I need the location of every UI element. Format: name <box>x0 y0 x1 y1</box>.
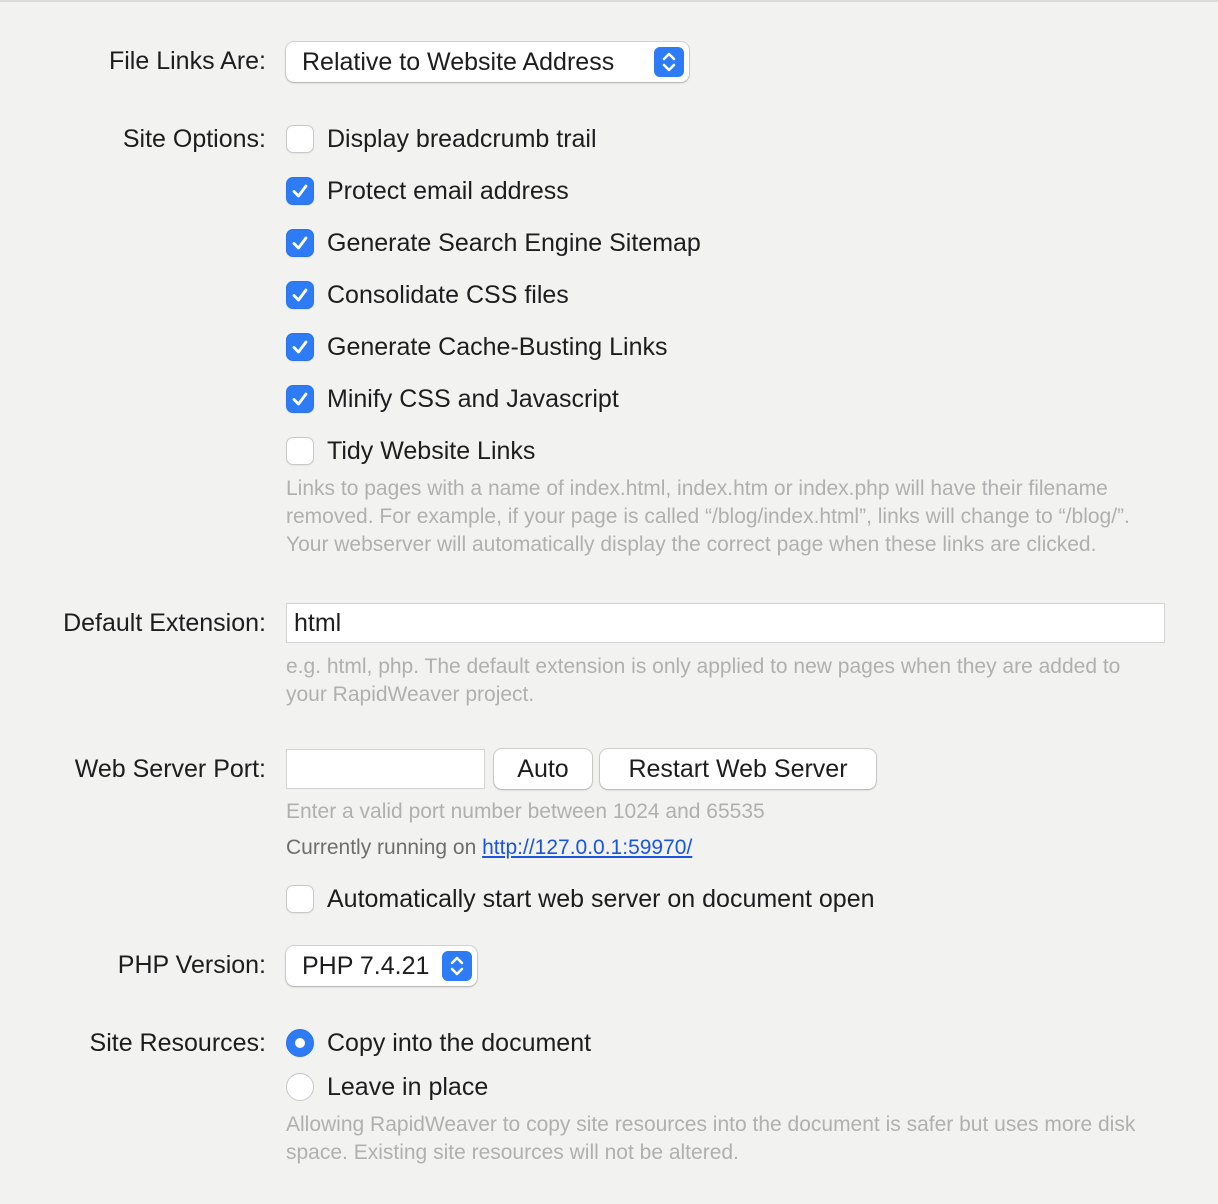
option-label: Minify CSS and Javascript <box>327 385 619 413</box>
php-version-label: PHP Version: <box>117 951 266 979</box>
option-label: Leave in place <box>327 1073 489 1101</box>
running-status <box>286 834 692 862</box>
checkbox-unchecked[interactable] <box>286 885 314 913</box>
checkbox-unchecked[interactable] <box>286 125 314 153</box>
checkbox-checked[interactable] <box>286 333 314 361</box>
web-server-port-label: Web Server Port: <box>74 755 266 783</box>
option-label: Tidy Website Links <box>327 437 536 465</box>
checkmark-icon <box>290 285 310 305</box>
file-links-value: Relative to Website Address <box>302 48 615 76</box>
checkbox-unchecked[interactable] <box>286 437 314 465</box>
checkbox-checked[interactable] <box>286 385 314 413</box>
popup-stepper-icon <box>654 47 684 77</box>
site-resources-help: Allowing RapidWeaver to copy site resources into the document is safer but uses more disk space. Existing site resources will not be altered. <box>286 1113 1136 1164</box>
web-server-port-input[interactable] <box>287 750 484 788</box>
auto-button[interactable]: Auto <box>494 749 592 789</box>
default-extension-label: Default Extension: <box>63 609 266 637</box>
checkbox-checked[interactable] <box>286 177 314 205</box>
checkmark-icon <box>290 181 310 201</box>
site-resources-label: Site Resources: <box>89 1029 266 1057</box>
tidy-links-help: Links to pages with a name of index.html, index.htm or index.php will have their filename removed. For example, if your page is called “/blog/index.html”, links will change to “/blog/”. Your webserver will automatically display the correct page when these links are clicked. <box>286 477 1130 556</box>
checkmark-icon <box>290 337 310 357</box>
running-prefix: Currently running on <box>286 836 477 859</box>
default-extension-help: e.g. html, php. The default extension is only applied to new pages when they are added to your RapidWeaver project. <box>286 655 1121 706</box>
option-label: Generate Cache-Busting Links <box>327 333 668 361</box>
radio-unselected[interactable] <box>286 1073 314 1101</box>
site-options-label: Site Options: <box>122 125 266 153</box>
web-server-port-field[interactable] <box>286 749 485 789</box>
default-extension-field[interactable] <box>286 603 1165 643</box>
running-url-link[interactable]: http://127.0.0.1:59970/ <box>482 836 693 859</box>
radio-selected[interactable] <box>286 1029 314 1057</box>
checkmark-icon <box>290 233 310 253</box>
option-label: Protect email address <box>327 177 569 205</box>
option-label: Generate Search Engine Sitemap <box>327 229 701 257</box>
file-links-label: File Links Are: <box>108 47 266 75</box>
option-label: Consolidate CSS files <box>327 281 569 309</box>
php-version-value: PHP 7.4.21 <box>302 952 430 980</box>
option-label: Copy into the document <box>327 1029 592 1057</box>
php-version-popup[interactable] <box>286 946 477 986</box>
checkbox-checked[interactable] <box>286 281 314 309</box>
checkmark-icon <box>290 389 310 409</box>
window-top-divider <box>0 0 1218 2</box>
popup-stepper-icon <box>442 951 472 981</box>
option-label: Display breadcrumb trail <box>327 125 597 153</box>
file-links-popup[interactable] <box>286 42 689 82</box>
checkbox-checked[interactable] <box>286 229 314 257</box>
restart-web-server-button[interactable]: Restart Web Server <box>600 749 876 789</box>
option-label: Automatically start web server on document open <box>327 885 875 913</box>
default-extension-input[interactable] <box>287 604 1164 642</box>
port-help: Enter a valid port number between 1024 and 65535 <box>286 800 765 823</box>
radio-dot-icon <box>295 1038 305 1048</box>
